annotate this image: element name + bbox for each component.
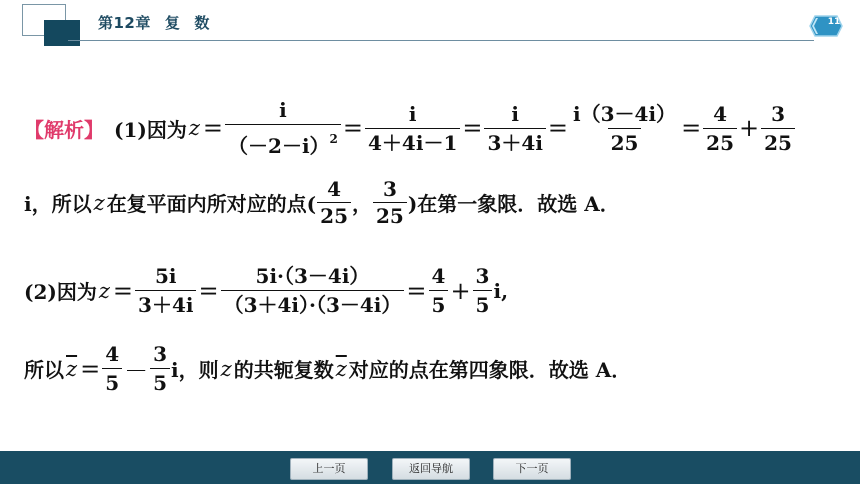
header-rule [68,40,814,41]
fraction-numerator: 3 [475,264,490,288]
fraction [373,178,407,227]
fraction-denominator: 25 [608,128,642,155]
equals-sign: = [198,276,219,305]
fraction-numerator: 3 [382,177,397,201]
fraction [150,342,170,395]
var-z: z [220,356,232,381]
fraction [225,98,341,158]
fraction-numerator: i [511,101,519,126]
fraction-denominator: 3＋4i [135,290,196,317]
text-run: i，则 [171,358,219,382]
fraction-numerator: i（3－4i） [573,101,677,126]
minus-sign: － [124,357,149,385]
solution-line-4 [24,342,631,395]
equals-sign: = [80,354,101,383]
text-run: 对应的点在第四象限．故选 A． [348,358,632,382]
prev-page-button[interactable]: 上一页 [290,458,368,480]
fraction [221,264,405,317]
equals-sign: = [406,276,427,305]
next-page-button[interactable]: 下一页 [493,458,571,480]
fraction-denominator: 25 [317,202,351,227]
fraction [135,264,196,317]
fraction-denominator [225,124,341,158]
fraction-denominator: 25 [761,128,795,155]
text-run: i, [493,278,509,303]
solution-line-2 [24,178,620,227]
fraction-numerator: 5i [154,264,177,288]
fraction [473,264,493,317]
part2-lead: (2)因为 [24,280,97,304]
fraction-numerator: i [279,98,287,122]
fraction-denominator-base: （－2－i） [228,134,330,158]
fraction-denominator: 5 [150,368,170,395]
comma: ， [352,192,372,216]
fraction-denominator: 25 [703,128,737,155]
fraction-numerator: 4 [713,101,728,126]
fraction [484,102,545,155]
fraction [761,102,795,155]
chapter-label: 第12章 [98,14,151,32]
var-z: z [188,116,200,140]
part1-lead: (1)因为 [114,117,187,142]
fraction [317,178,351,227]
plus-sign: + [739,114,760,142]
text-run: i，所以 [24,192,92,216]
fraction-numerator: 5i·（3－4i） [255,264,370,288]
fraction-denominator: 5 [429,290,449,317]
fraction [703,102,737,155]
var-z-conjugate: $\overline{z}$ [335,356,347,381]
back-to-nav-button[interactable]: 返回导航 [392,458,470,480]
header-filled-square [44,20,80,46]
var-z: z [98,278,110,303]
plus-sign: + [450,276,471,305]
fraction-denominator: 5 [102,368,122,395]
equals-sign: = [342,114,364,142]
fraction [365,102,460,155]
fraction-denominator: 3＋4i [484,128,545,155]
page-number: 11 [827,17,841,27]
text-run: )在第一象限．故选 A． [407,192,620,216]
text-run: 的共轭复数 [233,358,334,382]
fraction-numerator: 3 [771,101,785,126]
equals-sign: = [112,276,134,305]
equals-sign: = [462,114,483,142]
chapter-name-1: 复 [164,14,181,32]
var-z-conjugate: $\overline{z}$ [66,356,78,381]
fraction-numerator: 4 [327,177,342,201]
equals-sign: = [202,114,224,142]
fraction-numerator: 3 [153,342,168,366]
fraction-denominator: 25 [373,202,407,227]
slide-header [0,0,860,50]
equals-sign: = [547,114,569,142]
text-run: 在复平面内所对应的点( [106,192,317,216]
var-z: z [93,190,105,215]
fraction [570,102,679,155]
fraction [102,342,122,395]
fraction-numerator: 4 [431,264,446,288]
solution-line-3 [24,264,508,317]
fraction-denominator: 4＋4i－1 [365,128,460,155]
solution-line-1 [24,98,796,158]
fraction-numerator: 4 [105,342,120,366]
chapter-title [98,12,210,33]
fraction-denominator: （3＋4i）·（3－4i） [221,290,405,317]
exponent: 2 [329,132,338,146]
fraction-numerator: i [408,101,417,126]
chapter-name-2: 数 [194,14,210,32]
equals-sign: = [681,114,702,142]
fraction-denominator: 5 [473,290,493,317]
text-run: 所以 [24,358,64,382]
fraction [429,264,449,317]
analysis-tag: 【解析】 [24,117,104,142]
